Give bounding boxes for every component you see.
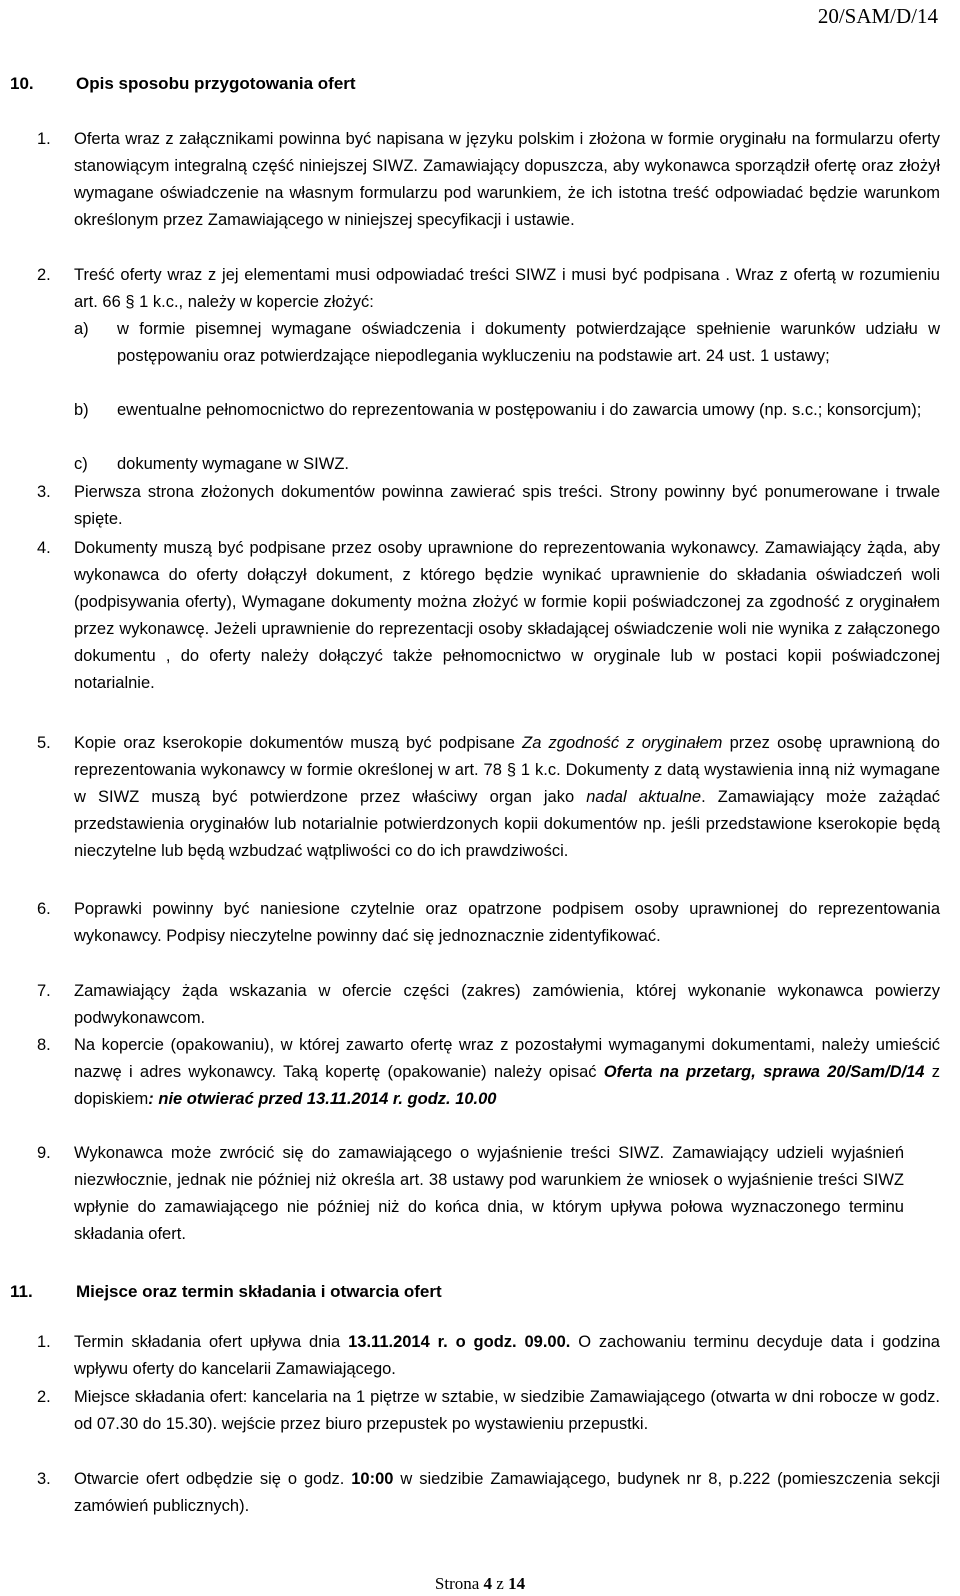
s10-item-5 <box>37 730 940 865</box>
s10-item-8 <box>37 1032 940 1113</box>
s11-item-3-text-a: Otwarcie ofert odbędzie się o godz. <box>74 1470 352 1488</box>
s11-item-1-text-b: O zachowaniu terminu decyduje data i godzina wpływu oferty do kancelarii Zamawiającego. <box>74 1333 940 1378</box>
s10-item-4 <box>37 535 940 697</box>
s10-item-3 <box>37 479 940 533</box>
document-reference: 20/SAM/D/14 <box>817 4 938 28</box>
section-11-number: 11. <box>10 1282 33 1301</box>
s10-item-1-text: Oferta wraz z załącznikami powinna być napisana w języku polskim i złożona w formie oryginału na formularzu oferty stanowiącym integralną część niniejszej SIWZ. Zamawiający dopuszcza, aby wykonawca sporządził ofertę oraz złożył wymagane oświadczenie na własnym formularzu pod warunkiem, że ich istotna treść odpowiadać będzie warunkom określonym przez Zamawiającego w niniejszej specyfikacji i ustawie. <box>74 130 940 229</box>
s10-item-5-text-b: przez osobę uprawnioną do reprezentowania wykonawcy w formie określonej w art. 78 § 1 k.c. Dokumenty z datą wystawienia inną niż wymagane w SIWZ muszą być potwierdzone przez właściwy organ jako <box>74 734 940 806</box>
s10-item-8-number: 8. <box>37 1036 51 1054</box>
s10-item-6-text: Poprawki powinny być naniesione czytelnie oraz opatrzone podpisem osoby uprawnionej do reprezentowania wykonawcy. Podpisy nieczytelne powinny dać się jednoznacznie zidentyfikować. <box>74 900 940 945</box>
s10-item-4-number: 4. <box>37 539 51 557</box>
section-10-number: 10. <box>10 74 34 93</box>
s10-item-5-text-a: Kopie oraz kserokopie dokumentów muszą być podpisane <box>74 734 523 752</box>
s10-item-2-text: Treść oferty wraz z jej elementami musi odpowiadać treści SIWZ i musi być podpisana . Wraz z ofertą w rozumieniu art. 66 § 1 k.c., należy w kopercie złożyć: <box>74 266 940 311</box>
sub-c-label: c) <box>74 455 88 473</box>
section-10-heading <box>10 74 356 94</box>
sub-a-text: w formie pisemnej wymagane oświadczenia i dokumenty potwierdzające spełnienie warunków udziału w postępowaniu oraz potwierdzające niepodlegania wykluczeniu na podstawie art. 24 ust. 1 ustawy; <box>117 320 940 365</box>
s10-item-2-sub-a <box>74 316 940 370</box>
s11-item-1-text-a: Termin składania ofert upływa dnia <box>74 1333 349 1351</box>
s10-item-5-number: 5. <box>37 734 51 752</box>
section-11-title: Miejsce oraz termin składania i otwarcia ofert <box>76 1282 442 1301</box>
s10-item-9-number: 9. <box>37 1144 51 1162</box>
s10-item-3-number: 3. <box>37 483 51 501</box>
s10-item-7 <box>37 978 940 1032</box>
footer-prefix: Strona <box>434 1574 484 1593</box>
s11-item-1-bold: 13.11.2014 r. o godz. 09.00. <box>348 1333 571 1351</box>
s10-item-6 <box>37 896 940 950</box>
s11-item-1 <box>37 1329 940 1383</box>
s11-item-3 <box>37 1466 940 1520</box>
s10-item-9 <box>37 1140 904 1248</box>
footer-mid: z <box>492 1574 509 1593</box>
s10-item-2-number: 2. <box>37 266 51 284</box>
sub-c-text: dokumenty wymagane w SIWZ. <box>117 455 349 473</box>
s11-item-3-number: 3. <box>37 1470 51 1488</box>
section-10-title: Opis sposobu przygotowania ofert <box>76 74 356 93</box>
s10-item-2-sub-b <box>74 397 940 424</box>
s10-item-8-bold-italic: Oferta na przetarg, sprawa 20/Sam/D/14 <box>603 1063 925 1081</box>
sub-a-label: a) <box>74 320 89 338</box>
s10-item-2 <box>37 262 940 316</box>
footer-total-pages: 14 <box>508 1574 526 1593</box>
s11-item-3-bold: 10:00 <box>351 1470 394 1488</box>
s10-item-2-sub-c <box>74 451 940 478</box>
s10-item-9-text: Wykonawca może zwrócić się do zamawiającego o wyjaśnienie treści SIWZ. Zamawiający udzieli wyjaśnień niezwłocznie, jednak nie później niż określa art. 38 ustawy pod warunkiem że wniosek o wyjaśnienie treści SIWZ wpłynie do zamawiającego nie później niż do końca dnia, w którym upływa połowa wyznaczonego terminu składania ofert. <box>74 1144 904 1243</box>
s11-item-2-text: Miejsce składania ofert: kancelaria na 1 piętrze w sztabie, w siedzibie Zamawiającego (otwarta w dni robocze w godz. od 07.30 do 15.30). wejście przez biuro przepustek po wystawieniu przepustki. <box>74 1388 940 1433</box>
s11-item-1-number: 1. <box>37 1333 51 1351</box>
s11-item-2-number: 2. <box>37 1388 51 1406</box>
s10-item-1 <box>37 126 940 234</box>
s11-item-3-text-b: w siedzibie Zamawiającego, budynek nr 8, p.222 (pomieszczenia sekcji zamówień publicznych). <box>74 1470 940 1515</box>
page-footer <box>0 1574 960 1594</box>
s10-item-5-text-c: . Zamawiający może zażądać przedstawienia oryginałów lub notarialnie potwierdzonych kopii dokumentów np. jeśli przedstawione kserokopie będą nieczytelne lub będą wzbudzać wątpliwości co do ich prawdziwości. <box>74 788 940 860</box>
s10-item-4-text: Dokumenty muszą być podpisane przez osoby uprawnione do reprezentowania wykonawcy. Zamawiający żąda, aby wykonawca do oferty dołączył dokument, z którego będzie wynikać uprawnienie do składania oświadczeń woli (podpisywania oferty), Wymagane dokumenty można złożyć w formie kopii poświadczonej za zgodność z oryginałem przez wykonawcę. Jeżeli uprawnienie do reprezentacji osoby składającej oświadczenie woli nie wynika z załączonego dokumentu , do oferty należy dołączyć także pełnomocnictwo w oryginale lub w postaci kopii poświadczonej notarialnie. <box>74 539 940 692</box>
s10-item-8-text-a: Na kopercie (opakowaniu), w której zawarto ofertę wraz z pozostałymi wymaganymi dokumentami, należy umieścić nazwę i adres wykonawcy. Taką kopertę (opakowanie) należy opisać <box>74 1036 940 1081</box>
s10-item-3-text: Pierwsza strona złożonych dokumentów powinna zawierać spis treści. Strony powinny być ponumerowane i trwale spięte. <box>74 483 940 528</box>
section-11-heading <box>10 1282 442 1302</box>
s10-item-5-italic-a: Za zgodność z oryginałem <box>522 734 723 752</box>
s11-item-2 <box>37 1384 940 1438</box>
s10-item-8-bold-italic-2: : nie otwierać przed 13.11.2014 r. godz. 10.00 <box>148 1090 497 1108</box>
sub-b-label: b) <box>74 401 89 419</box>
s10-item-8-text-b: z dopiskiem <box>74 1063 940 1108</box>
s10-item-6-number: 6. <box>37 900 51 918</box>
s10-item-7-text: Zamawiający żąda wskazania w ofercie części (zakres) zamówienia, której wykonanie wykonawca powierzy podwykonawcom. <box>74 982 940 1027</box>
s10-item-1-number: 1. <box>37 130 51 148</box>
s10-item-7-number: 7. <box>37 982 51 1000</box>
footer-page-number: 4 <box>483 1574 493 1593</box>
sub-b-text: ewentualne pełnomocnictwo do reprezentowania w postępowaniu i do zawarcia umowy (np. s.c.; konsorcjum); <box>117 401 922 419</box>
s10-item-5-italic-b: nadal aktualne <box>586 788 702 806</box>
